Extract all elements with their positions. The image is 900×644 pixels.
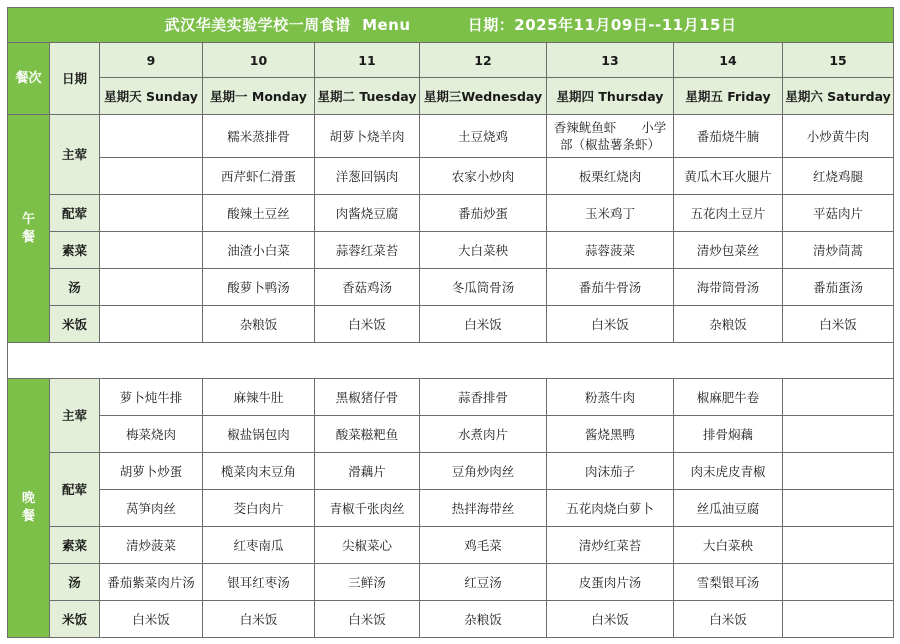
dish-cell: 滑藕片 bbox=[315, 453, 420, 490]
dish-cell: 皮蛋肉片汤 bbox=[547, 564, 674, 601]
lunch-main-row-1 bbox=[8, 115, 894, 158]
dish-cell bbox=[783, 601, 894, 638]
dish-cell: 香辣鱿鱼虾 小学部（椒盐薯条虾） bbox=[547, 115, 674, 158]
dish-cell: 酸萝卜鸭汤 bbox=[203, 269, 315, 306]
day-number-row bbox=[8, 43, 894, 78]
dish-cell: 银耳红枣汤 bbox=[203, 564, 315, 601]
day-num: 14 bbox=[674, 43, 783, 78]
dish-cell bbox=[100, 269, 203, 306]
dish-cell bbox=[783, 453, 894, 490]
school-name: 武汉华美实验学校一周食谱 bbox=[164, 15, 351, 34]
weekday: 星期五 Friday bbox=[674, 78, 783, 115]
dinner-veg-row bbox=[8, 527, 894, 564]
category-label: 配荤 bbox=[50, 195, 100, 232]
category-label: 汤 bbox=[50, 564, 100, 601]
dish-cell: 莴笋肉丝 bbox=[100, 490, 203, 527]
dinner-side-row-2 bbox=[8, 490, 894, 527]
weekday: 星期六 Saturday bbox=[783, 78, 894, 115]
day-num: 15 bbox=[783, 43, 894, 78]
dish-cell: 冬瓜筒骨汤 bbox=[420, 269, 547, 306]
dish-cell: 白米饭 bbox=[100, 601, 203, 638]
dish-cell: 杂粮饭 bbox=[674, 306, 783, 343]
dish-cell: 杂粮饭 bbox=[420, 601, 547, 638]
dish-cell: 海带筒骨汤 bbox=[674, 269, 783, 306]
dish-cell: 雪梨银耳汤 bbox=[674, 564, 783, 601]
dish-cell: 白米饭 bbox=[547, 306, 674, 343]
dish-cell: 小炒黄牛肉 bbox=[783, 115, 894, 158]
page-title bbox=[8, 8, 894, 43]
meal-separator bbox=[8, 343, 894, 379]
category-label: 米饭 bbox=[50, 601, 100, 638]
dish-cell: 清炒菠菜 bbox=[100, 527, 203, 564]
dinner-side-row-1 bbox=[8, 453, 894, 490]
dish-cell: 肉酱烧豆腐 bbox=[315, 195, 420, 232]
dish-cell: 清炒红菜苔 bbox=[547, 527, 674, 564]
category-label: 素菜 bbox=[50, 527, 100, 564]
dish-cell: 五花肉土豆片 bbox=[674, 195, 783, 232]
lunch-veg-row bbox=[8, 232, 894, 269]
dish-cell: 洋葱回锅肉 bbox=[315, 158, 420, 195]
dish-cell: 油渣小白菜 bbox=[203, 232, 315, 269]
lunch-rice-row bbox=[8, 306, 894, 343]
dish-cell bbox=[100, 158, 203, 195]
dish-cell: 蒜蓉红菜苔 bbox=[315, 232, 420, 269]
dish-cell: 红枣南瓜 bbox=[203, 527, 315, 564]
dish-cell: 红烧鸡腿 bbox=[783, 158, 894, 195]
weekly-menu-table bbox=[7, 7, 894, 638]
dish-cell: 番茄牛骨汤 bbox=[547, 269, 674, 306]
dish-cell: 白米饭 bbox=[315, 306, 420, 343]
dish-cell: 梅菜烧肉 bbox=[100, 416, 203, 453]
dish-cell: 大白菜秧 bbox=[420, 232, 547, 269]
dish-cell: 白米饭 bbox=[203, 601, 315, 638]
dish-cell: 青椒千张肉丝 bbox=[315, 490, 420, 527]
date-range: 2025年11月09日--11月15日 bbox=[514, 15, 737, 34]
dish-cell bbox=[100, 115, 203, 158]
dish-cell: 椒麻肥牛卷 bbox=[674, 379, 783, 416]
dish-cell: 白米饭 bbox=[674, 601, 783, 638]
weekday-row bbox=[8, 78, 894, 115]
dish-cell: 麻辣牛肚 bbox=[203, 379, 315, 416]
dish-cell bbox=[783, 379, 894, 416]
meal-separator-row bbox=[8, 343, 894, 379]
dish-cell bbox=[100, 195, 203, 232]
category-label: 汤 bbox=[50, 269, 100, 306]
dish-cell: 白米饭 bbox=[315, 601, 420, 638]
category-label: 配荤 bbox=[50, 453, 100, 527]
dish-cell: 酸菜糍粑鱼 bbox=[315, 416, 420, 453]
day-num: 9 bbox=[100, 43, 203, 78]
day-num: 13 bbox=[547, 43, 674, 78]
date-label: 日期： bbox=[467, 15, 515, 34]
dish-cell: 肉末虎皮青椒 bbox=[674, 453, 783, 490]
dish-cell: 胡萝卜烧羊肉 bbox=[315, 115, 420, 158]
dish-cell bbox=[100, 232, 203, 269]
dish-cell bbox=[783, 416, 894, 453]
dish-cell: 平菇肉片 bbox=[783, 195, 894, 232]
category-label: 主荤 bbox=[50, 379, 100, 453]
day-num: 12 bbox=[420, 43, 547, 78]
dish-cell: 酱烧黑鸭 bbox=[547, 416, 674, 453]
lunch-side-row bbox=[8, 195, 894, 232]
dinner-rice-row bbox=[8, 601, 894, 638]
dish-cell: 五花肉烧白萝卜 bbox=[547, 490, 674, 527]
meal-col-header: 餐次 bbox=[8, 43, 50, 115]
dish-cell: 肉沫茄子 bbox=[547, 453, 674, 490]
dish-cell: 清炒包菜丝 bbox=[674, 232, 783, 269]
dish-cell: 粉蒸牛肉 bbox=[547, 379, 674, 416]
dish-cell: 水煮肉片 bbox=[420, 416, 547, 453]
dinner-main-row-2 bbox=[8, 416, 894, 453]
dish-cell: 番茄炒蛋 bbox=[420, 195, 547, 232]
menu-sheet bbox=[7, 7, 893, 638]
weekday: 星期三Wednesday bbox=[420, 78, 547, 115]
dinner-label: 晚 餐 bbox=[8, 379, 50, 638]
dish-cell bbox=[783, 527, 894, 564]
weekday: 星期一 Monday bbox=[203, 78, 315, 115]
dish-cell: 蒜蓉菠菜 bbox=[547, 232, 674, 269]
weekday: 星期四 Thursday bbox=[547, 78, 674, 115]
dish-cell: 番茄烧牛腩 bbox=[674, 115, 783, 158]
dish-cell: 白米饭 bbox=[547, 601, 674, 638]
dish-cell: 丝瓜油豆腐 bbox=[674, 490, 783, 527]
dish-cell: 三鲜汤 bbox=[315, 564, 420, 601]
dish-cell: 玉米鸡丁 bbox=[547, 195, 674, 232]
menu-label: Menu bbox=[362, 15, 411, 34]
day-num: 11 bbox=[315, 43, 420, 78]
dish-cell: 土豆烧鸡 bbox=[420, 115, 547, 158]
title-row bbox=[8, 8, 894, 43]
dish-cell: 尖椒菜心 bbox=[315, 527, 420, 564]
dish-cell: 西芹虾仁滑蛋 bbox=[203, 158, 315, 195]
dish-cell: 豆角炒肉丝 bbox=[420, 453, 547, 490]
category-label: 主荤 bbox=[50, 115, 100, 195]
dish-cell: 香菇鸡汤 bbox=[315, 269, 420, 306]
dish-cell: 番茄蛋汤 bbox=[783, 269, 894, 306]
dinner-soup-row bbox=[8, 564, 894, 601]
dish-cell: 农家小炒肉 bbox=[420, 158, 547, 195]
dish-cell: 板栗红烧肉 bbox=[547, 158, 674, 195]
weekday: 星期天 Sunday bbox=[100, 78, 203, 115]
weekday: 星期二 Tuesday bbox=[315, 78, 420, 115]
dinner-main-row-1 bbox=[8, 379, 894, 416]
dish-cell: 清炒茼蒿 bbox=[783, 232, 894, 269]
lunch-main-row-2 bbox=[8, 158, 894, 195]
dish-cell: 大白菜秧 bbox=[674, 527, 783, 564]
dish-cell: 白米饭 bbox=[420, 306, 547, 343]
dish-cell: 白米饭 bbox=[783, 306, 894, 343]
dish-cell: 黄瓜木耳火腿片 bbox=[674, 158, 783, 195]
dish-cell: 热拌海带丝 bbox=[420, 490, 547, 527]
dish-cell bbox=[783, 490, 894, 527]
lunch-label: 午 餐 bbox=[8, 115, 50, 343]
dish-cell: 排骨焖藕 bbox=[674, 416, 783, 453]
dish-cell: 杂粮饭 bbox=[203, 306, 315, 343]
dish-cell: 胡萝卜炒蛋 bbox=[100, 453, 203, 490]
day-num: 10 bbox=[203, 43, 315, 78]
dish-cell bbox=[783, 564, 894, 601]
dish-cell bbox=[100, 306, 203, 343]
dish-cell: 鸡毛菜 bbox=[420, 527, 547, 564]
lunch-soup-row bbox=[8, 269, 894, 306]
dish-cell: 椒盐锅包肉 bbox=[203, 416, 315, 453]
dish-cell: 榄菜肉末豆角 bbox=[203, 453, 315, 490]
dish-cell: 萝卜炖牛排 bbox=[100, 379, 203, 416]
dish-cell: 茭白肉片 bbox=[203, 490, 315, 527]
dish-cell: 红豆汤 bbox=[420, 564, 547, 601]
date-col-header: 日期 bbox=[50, 43, 100, 115]
category-label: 米饭 bbox=[50, 306, 100, 343]
dish-cell: 蒜香排骨 bbox=[420, 379, 547, 416]
dish-cell: 酸辣土豆丝 bbox=[203, 195, 315, 232]
category-label: 素菜 bbox=[50, 232, 100, 269]
dish-cell: 番茄紫菜肉片汤 bbox=[100, 564, 203, 601]
dish-cell: 糯米蒸排骨 bbox=[203, 115, 315, 158]
dish-cell: 黑椒猪仔骨 bbox=[315, 379, 420, 416]
